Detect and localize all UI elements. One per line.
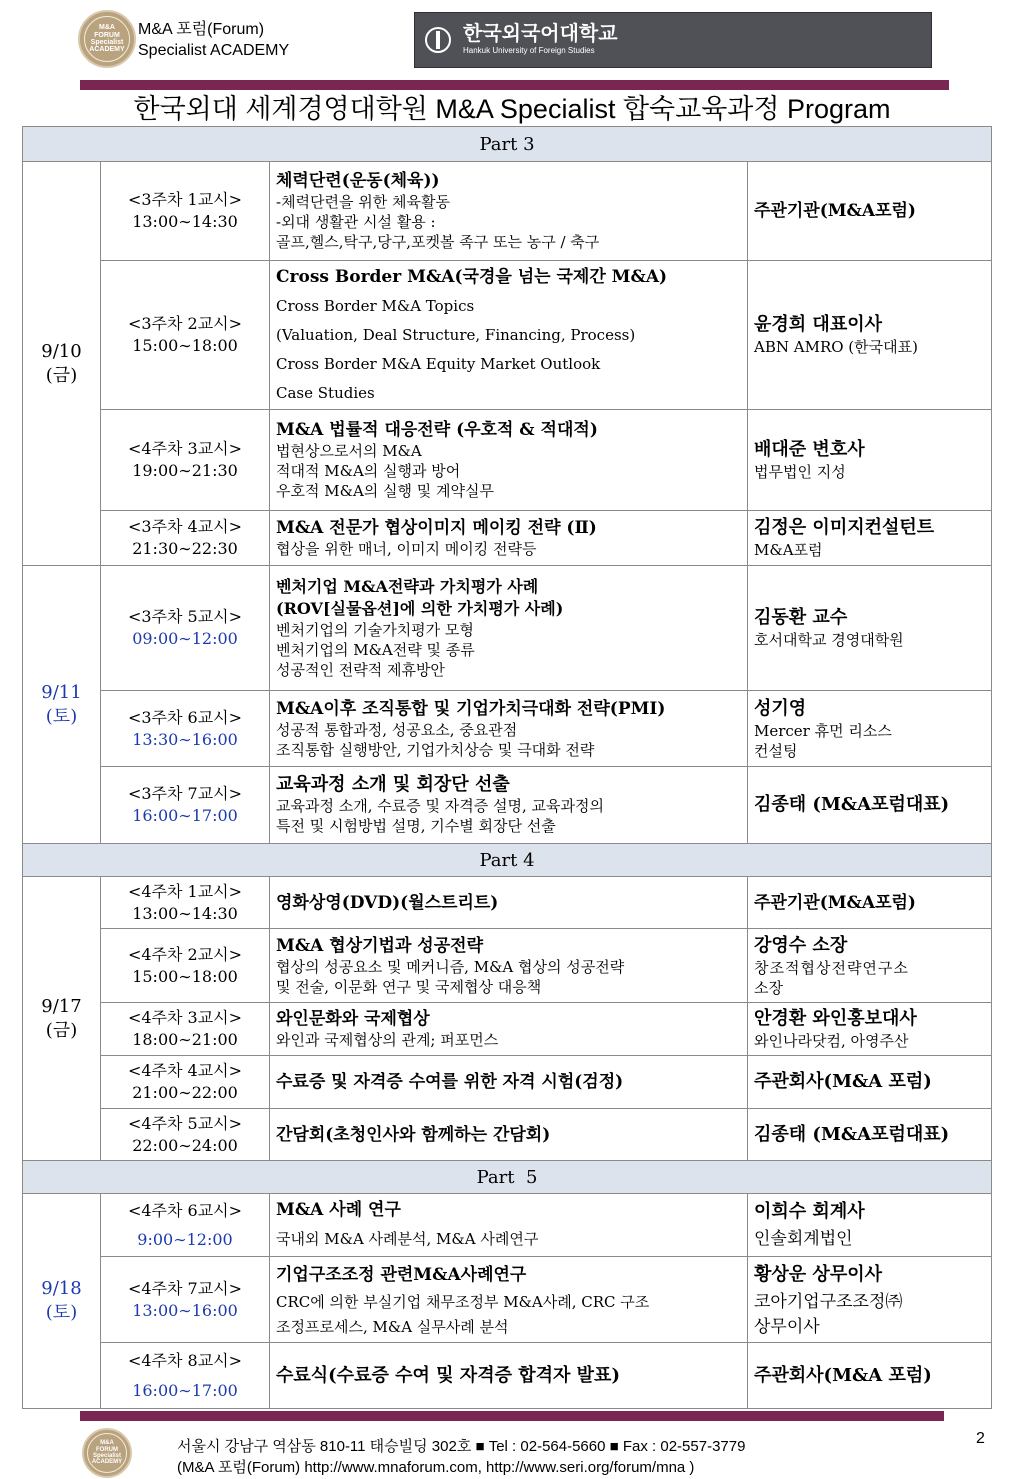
speaker-cell: 김정은 이미지컨설턴트 M&A포럼 [748, 511, 992, 566]
content-cell: 와인문화와 국제협상 와인과 국제협상의 관계; 퍼포먼스 [270, 1003, 748, 1056]
table-row [23, 877, 992, 929]
content-cell: 간담회(초청인사와 함께하는 간담회) [270, 1109, 748, 1161]
forum-logo-footer [82, 1428, 132, 1478]
page-number: 2 [976, 1430, 985, 1447]
table-row [23, 1056, 992, 1109]
session-cell: <4주차 3교시> 18:00∼21:00 [101, 1003, 270, 1056]
session-cell: <4주차 5교시> 22:00∼24:00 [101, 1109, 270, 1161]
university-name-en: Hankuk University of Foreign Studies [463, 46, 595, 55]
session-cell: <4주차 6교시> 9:00∼12:00 [101, 1194, 270, 1257]
logo-text: ACADEMY [89, 46, 125, 54]
university-banner [414, 12, 932, 68]
session-cell: <3주차 7교시> 16:00∼17:00 [101, 767, 270, 844]
page-title: 한국외대 세계경영대학원 M&A Specialist 합숙교육과정 Program [133, 94, 891, 124]
table-row [23, 1003, 992, 1056]
session-cell: <3주차 6교시> 13:30∼16:00 [101, 691, 270, 767]
table-row [23, 162, 992, 261]
session-cell: <4주차 8교시> 16:00∼17:00 [101, 1343, 270, 1409]
speaker-cell: 윤경희 대표이사 ABN AMRO (한국대표) [748, 261, 992, 410]
speaker-cell: 김종태 (M&A포럼대표) [748, 767, 992, 844]
table-row [23, 1194, 992, 1257]
content-cell: M&A 사례 연구 국내외 M&A 사례분석, M&A 사례연구 [270, 1194, 748, 1257]
schedule-table [22, 126, 992, 1409]
table-row [23, 767, 992, 844]
logo-text: Specialist [90, 39, 124, 46]
org-line-1: M&A 포럼(Forum) [138, 21, 265, 38]
session-cell: <3주차 1교시> 13:00∼14:30 [101, 162, 270, 261]
table-row [23, 410, 992, 511]
forum-logo [78, 10, 136, 68]
part-label: Part 4 [23, 844, 992, 877]
table-row [23, 261, 992, 410]
speaker-cell: 배대준 변호사 법무법인 지성 [748, 410, 992, 511]
content-cell: M&A 법률적 대응전략 (우호적 & 적대적) 법현상으로서의 M&A 적대적 M&A의 실행과 방어 우호적 M&A의 실행 및 계약실무 [270, 410, 748, 511]
logo-text: FORUM [96, 1446, 118, 1453]
logo-text: Specialist [92, 1453, 121, 1459]
org-line-2: Specialist ACADEMY [138, 42, 290, 59]
session-cell: <4주차 1교시> 13:00∼14:30 [101, 877, 270, 929]
speaker-cell: 성기영 Mercer 휴먼 리소스 컨설팅 [748, 691, 992, 767]
date-cell: 9/10 (금) [23, 162, 101, 566]
logo-text: M&A [100, 1440, 114, 1447]
logo-text: FORUM [94, 31, 120, 39]
speaker-cell: 김종태 (M&A포럼대표) [748, 1109, 992, 1161]
speaker-cell: 주관기관(M&A포럼) [748, 162, 992, 261]
content-cell: 영화상영(DVD)(월스트리트) [270, 877, 748, 929]
footer-web: (M&A 포럼(Forum) http://www.mnaforum.com, http://www.seri.org/forum/mna ) [177, 1459, 695, 1476]
content-cell: M&A이후 조직통합 및 기업가치극대화 전략(PMI) 성공적 통합과정, 성공요소, 중요관점 조직통합 실행방안, 기업가치상승 및 극대화 전략 [270, 691, 748, 767]
speaker-cell: 주관회사(M&A 포럼) [748, 1056, 992, 1109]
table-row [23, 929, 992, 1003]
session-cell: <3주차 4교시> 21:30∼22:30 [101, 511, 270, 566]
table-row [23, 1257, 992, 1343]
content-cell: Cross Border M&A(국경을 넘는 국제간 M&A) Cross Border M&A Topics (Valuation, Deal Structure, Financing, Process) Cross Border M&A Equity Market Outlook Case Studies [270, 261, 748, 410]
footer-contact [177, 1436, 745, 1478]
part-header-row [23, 844, 992, 877]
session-cell: <3주차 2교시> 15:00∼18:00 [101, 261, 270, 410]
part-label: Part 3 [23, 127, 992, 162]
part-header-row [23, 127, 992, 162]
content-cell: M&A 협상기법과 성공전략 협상의 성공요소 및 메커니즘, M&A 협상의 성공전략 및 전술, 이문화 연구 및 국제협상 대응책 [270, 929, 748, 1003]
date-cell: 9/11 (토) [23, 566, 101, 844]
logo-text: M&A [99, 24, 115, 32]
content-cell: 기업구조조정 관련M&A사례연구 CRC에 의한 부실기업 채무조정부 M&A사례, CRC 구조 조정프로세스, M&A 실무사례 분석 [270, 1257, 748, 1343]
content-cell: 체력단련(운동(체육)) -체력단련을 위한 체육활동 -외대 생활관 시설 활용 : 골프,헬스,탁구,당구,포켓볼 족구 또는 농구 / 축구 [270, 162, 748, 261]
logo-text: ACADEMY [91, 1459, 123, 1466]
content-cell: 수료식(수료증 수여 및 자격증 합격자 발표) [270, 1343, 748, 1409]
part-label: Part 5 [23, 1161, 992, 1194]
part-header-row [23, 1161, 992, 1194]
university-emblem-icon [425, 27, 451, 53]
table-row [23, 1109, 992, 1161]
speaker-cell: 이희수 회계사 인솔회계법인 [748, 1194, 992, 1257]
speaker-cell: 주관회사(M&A 포럼) [748, 1343, 992, 1409]
date-cell: 9/18 (토) [23, 1194, 101, 1409]
session-cell: <4주차 2교시> 15:00∼18:00 [101, 929, 270, 1003]
session-cell: <3주차 5교시> 09:00∼12:00 [101, 566, 270, 691]
content-cell: M&A 전문가 협상이미지 메이킹 전략 (Ⅱ) 협상을 위한 매너, 이미지 메이킹 전략등 [270, 511, 748, 566]
speaker-cell: 주관기관(M&A포럼) [748, 877, 992, 929]
content-cell: 수료증 및 자격증 수여를 위한 자격 시험(검정) [270, 1056, 748, 1109]
university-name-ko: 한국외국어대학교 [463, 23, 618, 45]
speaker-cell: 강영수 소장 창조적협상전략연구소 소장 [748, 929, 992, 1003]
org-name [138, 19, 289, 61]
session-cell: <4주차 4교시> 21:00∼22:00 [101, 1056, 270, 1109]
footer-divider [80, 1411, 944, 1421]
table-row [23, 691, 992, 767]
speaker-cell: 황상운 상무이사 코아기업구조조정㈜ 상무이사 [748, 1257, 992, 1343]
speaker-cell: 안경환 와인홍보대사 와인나라닷컴, 아영주산 [748, 1003, 992, 1056]
table-row [23, 1343, 992, 1409]
content-cell: 교육과정 소개 및 회장단 선출 교육과정 소개, 수료증 및 자격증 설명, 교육과정의 특전 및 시험방법 설명, 기수별 회장단 선출 [270, 767, 748, 844]
session-cell: <4주차 7교시> 13:00∼16:00 [101, 1257, 270, 1343]
table-row [23, 511, 992, 566]
footer-address: 서울시 강남구 역삼동 810-11 태승빌딩 302호 ■ Tel : 02-564-5660 ■ Fax : 02-557-3779 [177, 1438, 746, 1455]
date-cell: 9/17 (금) [23, 877, 101, 1161]
session-cell: <4주차 3교시> 19:00∼21:30 [101, 410, 270, 511]
speaker-cell: 김동환 교수 호서대학교 경영대학원 [748, 566, 992, 691]
table-row [23, 566, 992, 691]
header-divider [80, 80, 949, 90]
content-cell: 벤처기업 M&A전략과 가치평가 사례 (ROV[실물옵션]에 의한 가치평가 사례) 벤처기업의 기술가치평가 모형 벤처기업의 M&A전략 및 종류 성공적인 전략적 제휴방안 [270, 566, 748, 691]
